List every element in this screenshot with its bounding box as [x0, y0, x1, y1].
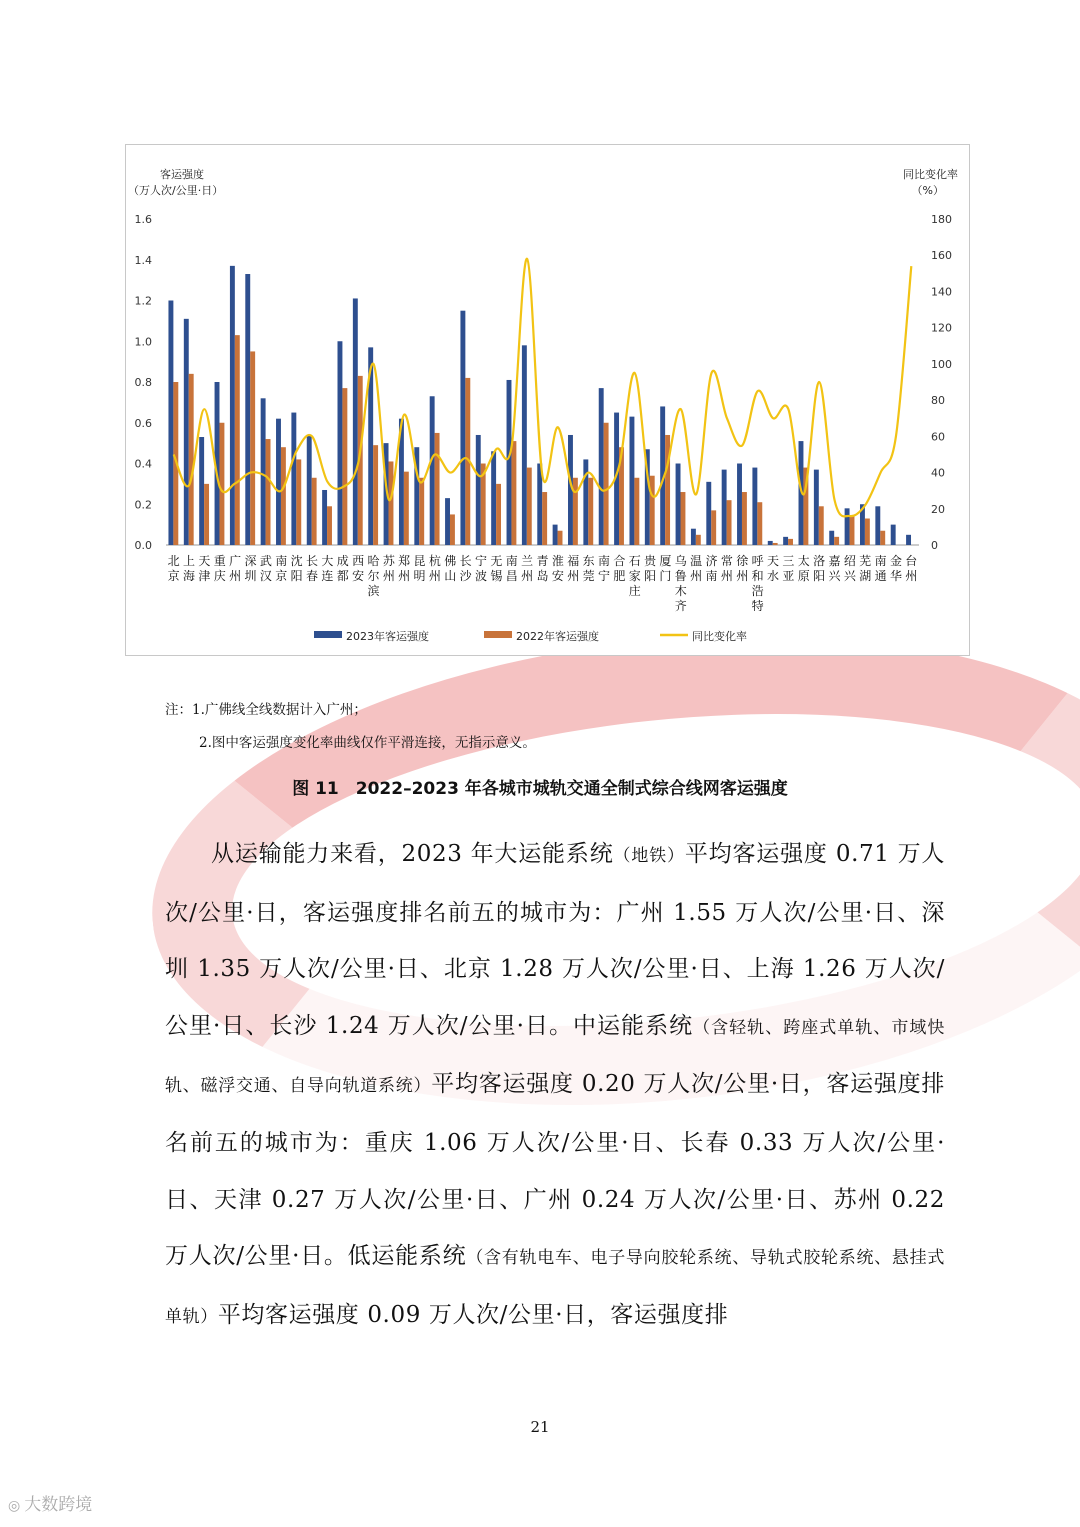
bar-2022: [435, 433, 440, 545]
bar-2023: [291, 413, 296, 545]
category-label: 长: [305, 554, 318, 568]
category-label: 苏: [382, 554, 395, 568]
bar-2023: [276, 419, 281, 545]
category-label: 宁: [475, 554, 488, 568]
category-label: 青: [536, 554, 549, 568]
bar-2022: [727, 500, 732, 545]
legend-label: 2023年客运强度: [346, 630, 429, 643]
y-right-tick: 160: [931, 249, 952, 263]
bar-2023: [875, 506, 880, 545]
category-label: 徐: [736, 554, 749, 568]
category-label: 芜: [859, 554, 872, 568]
bar-2023: [522, 345, 527, 545]
bar-2023: [476, 435, 481, 545]
bar-2022: [819, 506, 824, 545]
y-left-tick: 0.6: [134, 416, 152, 430]
bar-2022: [757, 502, 762, 545]
category-label: 南: [705, 569, 718, 583]
bar-2023: [553, 525, 558, 545]
bar-2023: [168, 301, 173, 546]
bar-2022: [281, 447, 286, 545]
note-2: 2.图中客运强度变化率曲线仅作平滑连接，无指示意义。: [199, 735, 536, 751]
bar-2022: [235, 335, 240, 545]
category-label: 和: [751, 569, 764, 583]
category-label: 安: [551, 569, 564, 583]
category-label: 波: [475, 569, 488, 583]
category-label: 门: [659, 569, 672, 583]
bar-2023: [737, 464, 742, 546]
category-label: 肥: [613, 569, 626, 583]
category-label: 州: [567, 569, 580, 583]
category-label: 汉: [259, 569, 272, 583]
y-left-tick: 1.2: [134, 294, 152, 308]
y-right-tick: 100: [931, 357, 952, 371]
category-label: 州: [690, 569, 703, 583]
category-label: 圳: [244, 569, 257, 583]
y-right-tick: 140: [931, 285, 952, 299]
category-label: 家: [628, 569, 641, 583]
bar-2023: [307, 435, 312, 545]
bar-2023: [676, 464, 681, 546]
category-label: 南: [275, 554, 288, 568]
bar-2022: [696, 535, 701, 545]
category-label: 温: [690, 554, 703, 568]
bar-2022: [496, 484, 501, 545]
category-label: 金: [889, 554, 902, 568]
site-logo: [8, 1490, 92, 1515]
category-label: 无: [490, 554, 503, 568]
category-label: 阳: [290, 569, 303, 583]
bar-2023: [599, 388, 604, 545]
category-label: 常: [720, 554, 733, 568]
category-label: 津: [198, 569, 211, 583]
figure-caption: 图 11 2022–2023 年各城市城轨交通全制式综合线网客运强度: [292, 779, 788, 799]
category-label: 尔: [367, 569, 380, 583]
bar-2022: [588, 478, 593, 545]
legend-swatch: [484, 631, 512, 638]
category-label: 上: [183, 554, 196, 568]
bar-2023: [184, 319, 189, 545]
y-left-tick: 1.4: [134, 253, 152, 267]
bar-2022: [189, 374, 194, 545]
category-label: 太: [797, 554, 810, 568]
bar-2022: [773, 543, 778, 545]
body-segment-7: 平均客运强度 0.09 万人次/公里·日，客运强度排: [217, 1301, 729, 1328]
bar-2022: [788, 539, 793, 545]
category-label: 浩: [751, 584, 764, 598]
category-label: 呼: [751, 554, 764, 568]
category-label: 特: [751, 599, 764, 613]
category-label: 州: [720, 569, 733, 583]
category-label: 武: [259, 554, 272, 568]
category-label: 华: [889, 569, 902, 583]
y-left-unit: （万人次/公里·日）: [128, 184, 224, 197]
body-segment-4: （含轻轨、跨座式单轨、市域快轨、磁浮交通、自导向轨道系统）: [165, 1017, 945, 1097]
category-label: 淮: [551, 554, 564, 568]
bar-2022: [327, 506, 332, 545]
bar-2022: [219, 423, 224, 545]
bar-2022: [204, 484, 209, 545]
y-right-tick: 0: [931, 539, 938, 552]
bar-2022: [373, 445, 378, 545]
bar-2023: [322, 490, 327, 545]
category-label: 厦: [659, 554, 672, 568]
y-right-title: 同比变化率: [903, 168, 958, 181]
category-label: 木: [674, 584, 687, 598]
y-left-title: 客运强度: [160, 168, 204, 181]
site-logo-text: 大数跨境: [24, 1495, 93, 1515]
category-label: 明: [413, 569, 426, 583]
category-label: 三: [782, 554, 795, 568]
category-label: 昌: [505, 569, 518, 583]
note-1: 注：1.广佛线全线数据计入广州；: [165, 702, 367, 718]
y-right-tick: 40: [931, 466, 945, 480]
category-label: 水: [767, 569, 780, 583]
bar-2023: [722, 470, 727, 545]
category-label: 州: [398, 569, 411, 583]
category-label: 哈: [367, 554, 380, 568]
category-label: 湖: [859, 569, 872, 583]
category-label: 山: [444, 569, 457, 583]
bar-2023: [829, 531, 834, 545]
site-logo-icon: ◎: [8, 1498, 21, 1514]
y-left-tick: 0.2: [134, 498, 152, 512]
bar-2022: [542, 492, 547, 545]
bar-2022: [558, 531, 563, 545]
category-label: 兴: [828, 569, 841, 583]
bar-2023: [199, 437, 204, 545]
category-label: 通: [874, 569, 887, 583]
category-label: 海: [183, 569, 196, 583]
category-label: 天: [767, 554, 780, 568]
category-label: 庄: [628, 584, 641, 598]
bar-2023: [353, 298, 358, 545]
bar-2022: [450, 514, 455, 545]
category-label: 济: [705, 554, 718, 568]
bar-2023: [491, 451, 496, 545]
category-label: 南: [505, 554, 518, 568]
y-right-unit: （%）: [911, 184, 944, 197]
bar-2023: [507, 380, 512, 545]
bar-2023: [691, 529, 696, 545]
category-label: 合: [613, 554, 626, 568]
category-label: 沈: [290, 554, 303, 568]
category-label: 深: [244, 554, 257, 568]
bar-2022: [312, 478, 317, 545]
category-label: 佛: [444, 554, 457, 568]
category-label: 广: [229, 554, 242, 568]
category-label: 昆: [413, 554, 426, 568]
category-label: 庆: [213, 569, 226, 583]
legend-label: 2022年客运强度: [516, 630, 599, 643]
category-label: 北: [167, 554, 180, 568]
y-left-tick: 0.0: [134, 539, 152, 552]
category-label: 南: [597, 554, 610, 568]
category-label: 乌: [674, 554, 687, 568]
y-right-tick: 60: [931, 430, 945, 444]
category-label: 南: [874, 554, 887, 568]
bar-2023: [706, 482, 711, 545]
y-right-tick: 20: [931, 502, 945, 516]
category-label: 阳: [644, 569, 657, 583]
category-label: 原: [797, 569, 810, 583]
bar-2023: [752, 468, 757, 545]
legend-swatch: [314, 631, 342, 638]
bar-2022: [880, 531, 885, 545]
bar-2023: [814, 470, 819, 545]
bar-2023: [261, 398, 266, 545]
bar-2023: [768, 541, 773, 545]
bar-2022: [250, 351, 255, 545]
bar-2022: [604, 423, 609, 545]
bar-2022: [296, 459, 301, 545]
y-left-tick: 0.8: [134, 376, 152, 389]
category-label: 兰: [521, 554, 534, 568]
category-label: 州: [382, 569, 395, 583]
category-label: 大: [321, 554, 334, 568]
category-label: 沙: [459, 569, 472, 583]
bar-2022: [711, 510, 716, 545]
body-text: [165, 826, 945, 1345]
bar-2022: [850, 516, 855, 545]
category-label: 石: [628, 554, 641, 568]
bar-2022: [742, 492, 747, 545]
category-label: 州: [229, 569, 242, 583]
category-label: 嘉: [828, 554, 841, 568]
category-label: 东: [582, 554, 595, 568]
category-label: 鲁: [674, 569, 687, 583]
bar-2022: [266, 439, 271, 545]
category-label: 绍: [843, 554, 856, 568]
category-label: 京: [167, 569, 180, 583]
y-left-tick: 0.4: [134, 457, 152, 471]
category-label: 莞: [582, 569, 595, 583]
bar-2022: [834, 537, 839, 545]
category-label: 连: [321, 569, 334, 583]
category-label: 齐: [674, 599, 687, 613]
bar-2023: [445, 498, 450, 545]
bar-2023: [230, 266, 235, 545]
y-left-tick: 1.0: [134, 335, 152, 349]
category-label: 宁: [597, 569, 610, 583]
y-right-tick: 180: [931, 213, 952, 226]
category-label: 春: [305, 569, 318, 583]
category-label: 杭: [428, 554, 441, 568]
category-label: 西: [352, 554, 365, 568]
bar-2022: [404, 472, 409, 545]
category-label: 京: [275, 569, 288, 583]
body-segment-1: 从运输能力来看，2023 年大运能系统: [211, 841, 614, 867]
bar-2023: [906, 535, 911, 545]
bar-2023: [245, 274, 250, 545]
category-label: 兴: [843, 569, 856, 583]
bar-2022: [342, 388, 347, 545]
bar-2023: [430, 396, 435, 545]
chart-notes: [165, 694, 536, 760]
body-segment-2: （地铁）: [613, 846, 685, 866]
category-label: 州: [905, 569, 918, 583]
bar-2023: [460, 311, 465, 545]
bar-2023: [783, 537, 788, 545]
bar-2023: [337, 341, 342, 545]
category-label: 州: [428, 569, 441, 583]
body-segment-3: 平均客运强度 0.71 万人次/公里·日，客运强度排名前五的城市为：广州 1.55 万人次/公里·日、深圳 1.35 万人次/公里·日、北京 1.28 万人次/公里·日、上海 1.26 万人次/公里·日、长沙 1.24 万人次/公里·日。中运能系统: [165, 841, 946, 1039]
category-label: 郑: [398, 554, 411, 568]
category-label: 重: [213, 554, 226, 568]
category-label: 贵: [644, 554, 657, 568]
category-label: 锡: [490, 569, 503, 583]
legend-label: 同比变化率: [692, 630, 747, 643]
category-label: 成: [336, 554, 349, 568]
category-label: 福: [567, 554, 580, 568]
chart-frame: [125, 144, 970, 656]
bar-2022: [680, 492, 685, 545]
bar-2022: [511, 441, 516, 545]
category-label: 亚: [782, 569, 795, 583]
y-right-tick: 120: [931, 321, 952, 335]
body-segment-5: 平均客运强度 0.20 万人次/公里·日，客运强度排名前五的城市为：重庆 1.06 万人次/公里·日、长春 0.33 万人次/公里·日、天津 0.27 万人次/公里·日、广州 0.24 万人次/公里·日、苏州 0.22 万人次/公里·日。低运能系统: [165, 1071, 945, 1270]
category-label: 州: [736, 569, 749, 583]
bar-2022: [389, 461, 394, 545]
category-label: 岛: [536, 569, 549, 583]
category-label: 安: [352, 569, 365, 583]
bar-2022: [865, 519, 870, 545]
body-paragraph: [165, 826, 945, 1345]
y-left-tick: 1.6: [134, 213, 152, 226]
body-segment-6: （含有轨电车、电子导向胶轮系统、导轨式胶轮系统、悬挂式单轨）: [165, 1248, 945, 1327]
category-label: 阳: [813, 569, 826, 583]
page-number: 21: [530, 1418, 550, 1436]
category-label: 洛: [813, 554, 826, 568]
bar-2022: [527, 468, 532, 545]
bar-2022: [650, 476, 655, 545]
category-label: 滨: [367, 584, 380, 598]
chart-svg: [126, 145, 969, 655]
bar-2022: [634, 478, 639, 545]
bar-2023: [629, 417, 634, 545]
y-right-tick: 80: [931, 394, 945, 408]
category-label: 都: [336, 569, 349, 583]
category-label: 天: [198, 554, 211, 568]
category-label: 台: [905, 554, 918, 568]
bar-2023: [891, 525, 896, 545]
bar-2023: [845, 508, 850, 545]
bar-2022: [573, 478, 578, 545]
bar-2022: [419, 478, 424, 545]
category-label: 长: [459, 554, 472, 568]
category-label: 州: [521, 569, 534, 583]
